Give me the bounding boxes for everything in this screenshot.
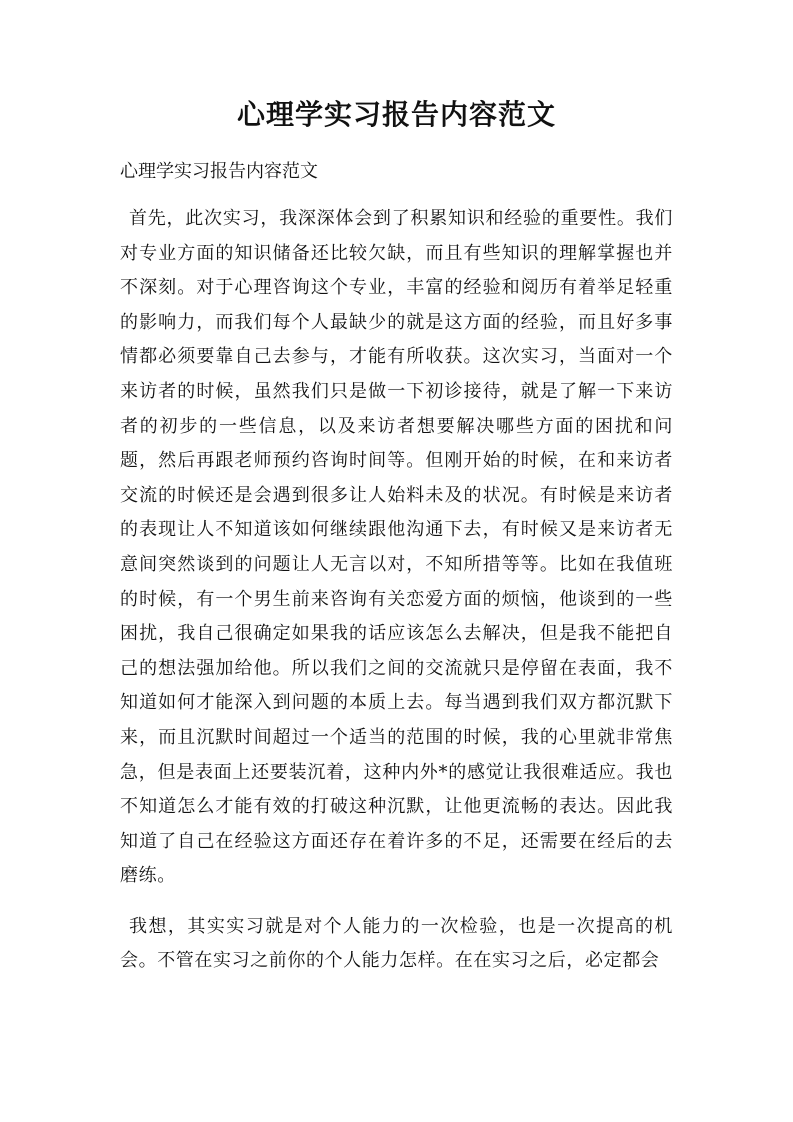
- paragraph-1: 首先，此次实习，我深深体会到了积累知识和经验的重要性。我们对专业方面的知识储备还比较欠缺，而且有些知识的理解掌握也并不深刻。对于心理咨询这个专业，丰富的经验和阅历有着举足轻重的影响力，而我们每个人最缺少的就是这方面的经验，而且好多事情都必须要靠自己去参与，才能有所收获。这次实习，当面对一个来访者的时候，虽然我们只是做一下初诊接待，就是了解一下来访者的初步的一些信息，以及来访者想要解决哪些方面的困扰和问题，然后再跟老师预约咨询时间等。但刚开始的时候，在和来访者交流的时候还是会遇到很多让人始料未及的状况。有时候是来访者的表现让人不知道该如何继续跟他沟通下去，有时候又是来访者无意间突然谈到的问题让人无言以对，不知所措等等。比如在我值班的时候，有一个男生前来咨询有关恋爱方面的烦恼，他谈到的一些困扰，我自己很确定如果我的话应该怎么去解决，但是我不能把自己的想法强加给他。所以我们之间的交流就只是停留在表面，我不知道如何才能深入到问题的本质上去。每当遇到我们双方都沉默下来，而且沉默时间超过一个适当的范围的时候，我的心里就非常焦急，但是表面上还要装沉着，这种内外*的感觉让我很难适应。我也不知道怎么才能有效的打破这种沉默，让他更流畅的表达。因此我知道了自己在经验这方面还存在着许多的不足，还需要在经后的去磨练。: [120, 208, 673, 887]
- paragraph-2: 我想，其实实习就是对个人能力的一次检验，也是一次提高的机会。不管在实习之前你的个人能力怎样。在在实习之后，必定都会: [120, 915, 673, 972]
- document-title: 心理学实习报告内容范文: [236, 98, 556, 131]
- document-subtitle: 心理学实习报告内容范文: [120, 161, 318, 182]
